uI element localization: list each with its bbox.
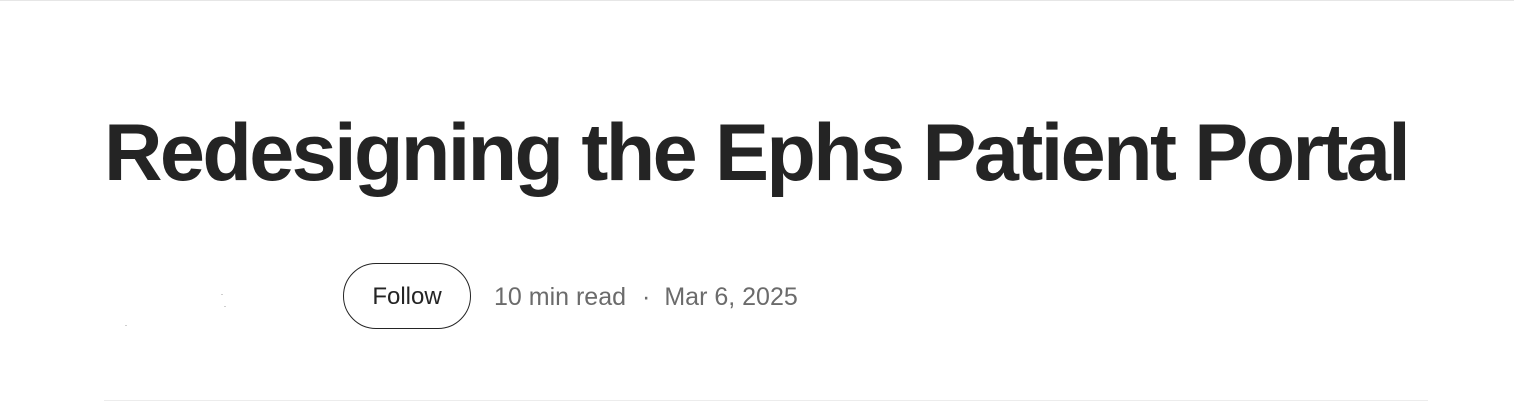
- article-meta: [494, 282, 798, 312]
- article-title: Redesigning the Ephs Patient Portal: [104, 108, 1409, 198]
- follow-button[interactable]: Follow: [343, 263, 471, 329]
- byline: [104, 262, 1428, 330]
- author-avatar-placeholder: [104, 268, 324, 324]
- meta-separator: ·: [642, 283, 651, 311]
- read-time: 10 min read: [494, 283, 627, 311]
- article-header: [104, 0, 1428, 404]
- publish-date: Mar 6, 2025: [664, 283, 798, 311]
- bottom-divider: [104, 400, 1428, 401]
